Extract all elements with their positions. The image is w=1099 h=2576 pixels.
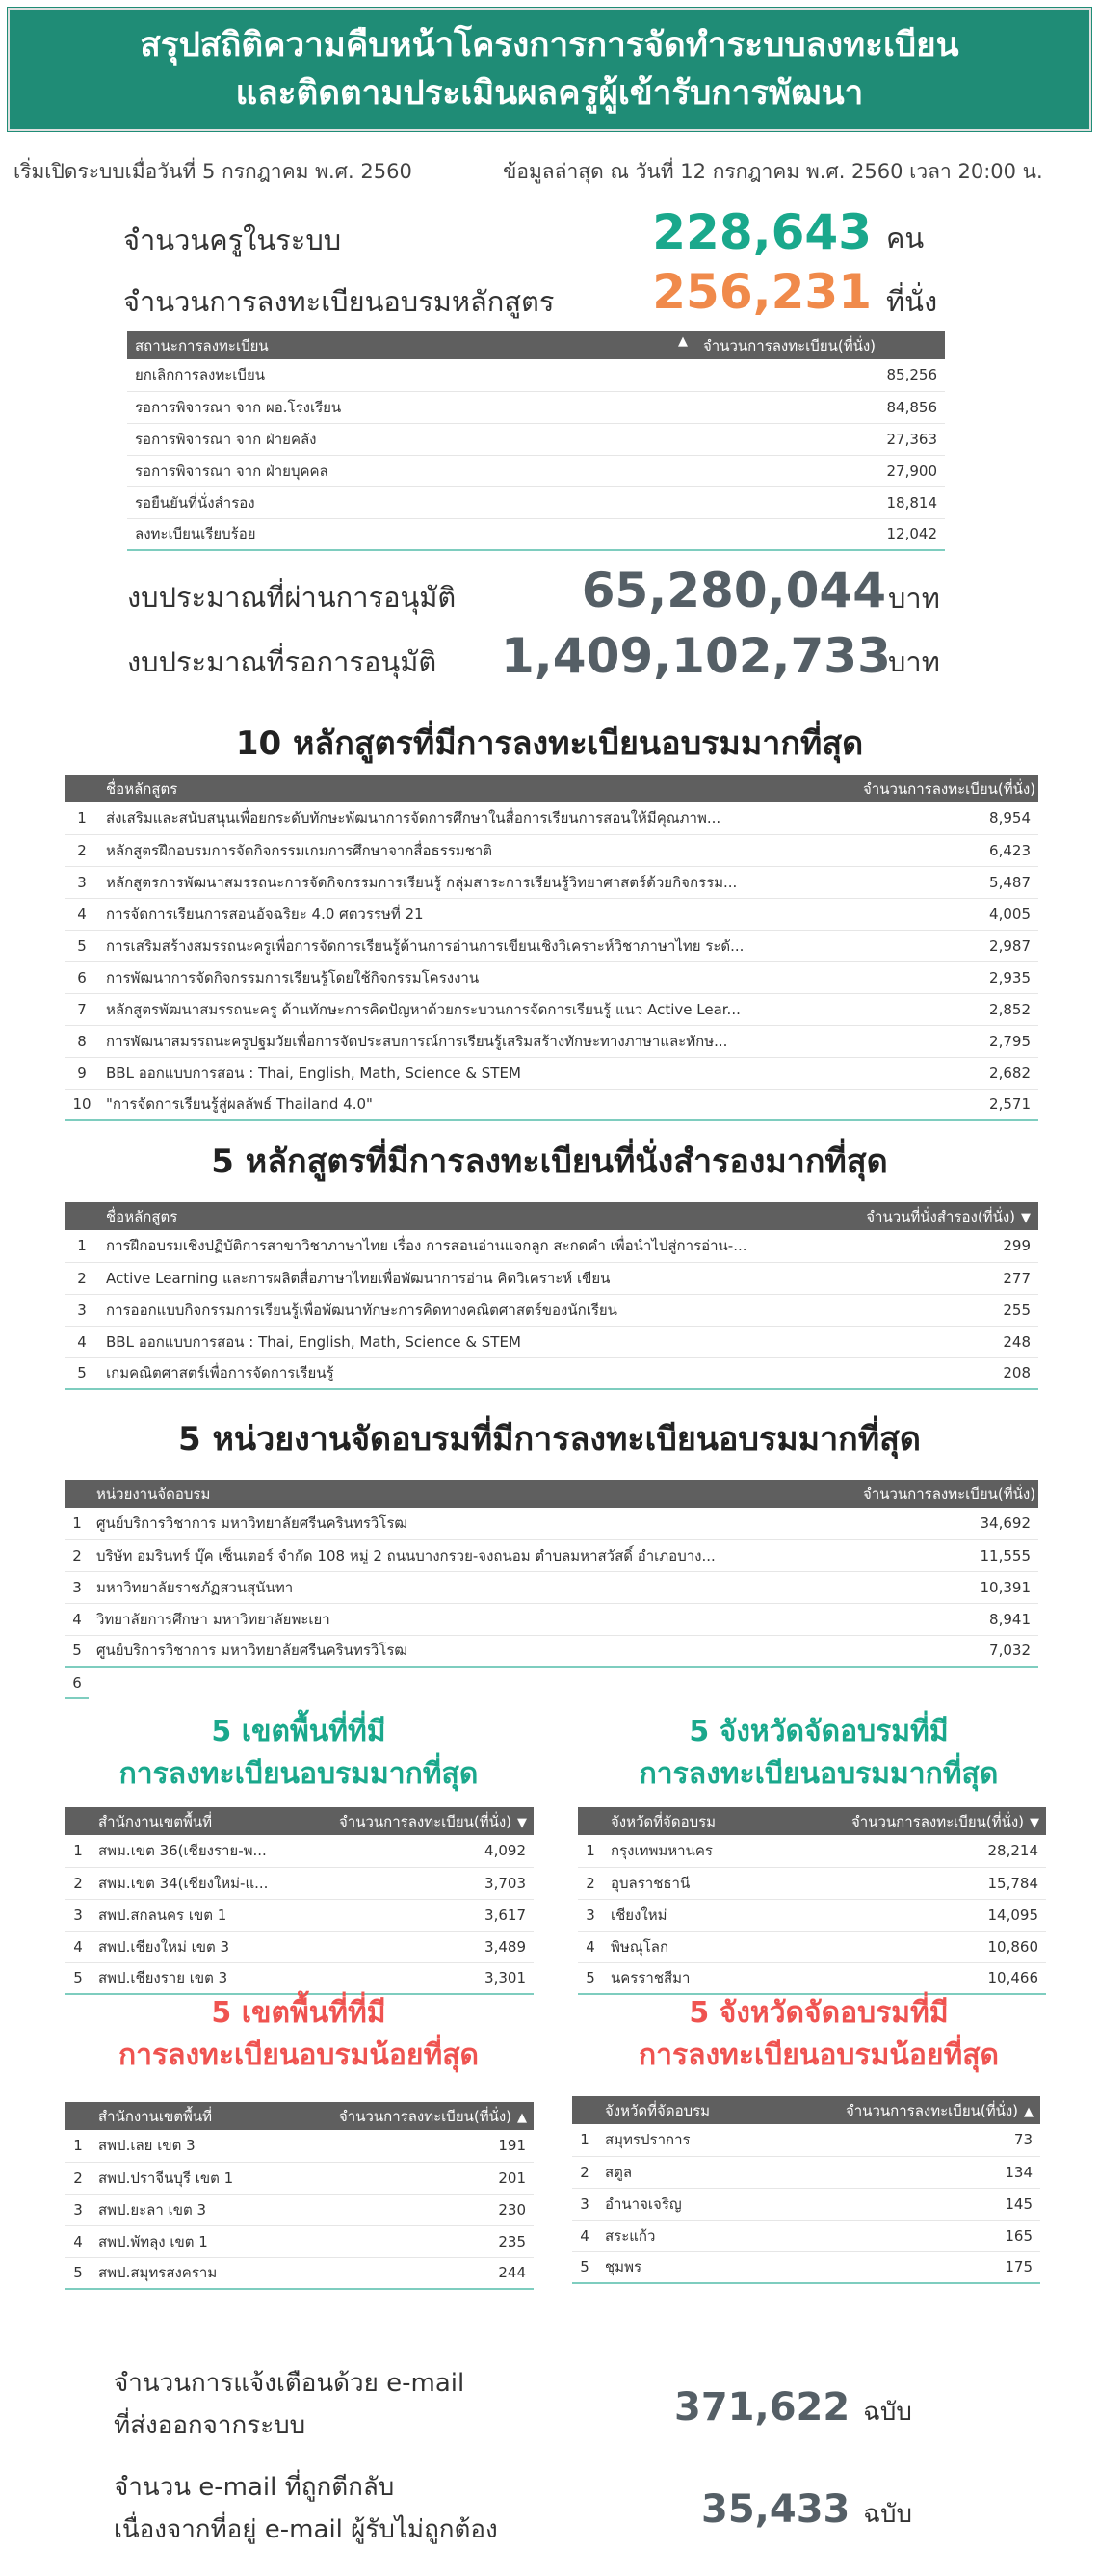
course-name: BBL ออกแบบการสอน : Thai, English, Math, Science & STEM xyxy=(98,1326,855,1357)
org-name: วิทยาลัยการศึกษา มหาวิทยาลัยพะเยา xyxy=(89,1603,855,1635)
province-name: กรุงเทพมหานคร xyxy=(603,1835,844,1867)
course-count: 5,487 xyxy=(855,866,1038,898)
count-col-header[interactable]: จำนวนการลงทะเบียน(ที่นั่ง) ▼ xyxy=(844,1807,1046,1835)
status-name: ลงทะเบียนเรียบร้อย xyxy=(127,518,695,550)
area-name: สพป.เชียงราย เขต 3 xyxy=(91,1962,331,1994)
province-name: สตูล xyxy=(597,2156,838,2188)
course-name: หลักสูตรฝึกอบรมการจัดกิจกรรมเกมการศึกษาจากสื่อธรรมชาติ xyxy=(98,834,855,866)
table-row[interactable] xyxy=(65,802,1038,834)
status-count: 18,814 xyxy=(695,486,945,518)
table-row[interactable] xyxy=(578,1867,1046,1899)
area-count: 3,301 xyxy=(331,1962,534,1994)
area-name: สพม.เขต 34(เชียงใหม่-แ... xyxy=(91,1867,331,1899)
rank: 3 xyxy=(65,866,98,898)
org-count: 7,032 xyxy=(855,1635,1038,1667)
table-row[interactable] xyxy=(578,1931,1046,1962)
pending-budget-unit: บาท xyxy=(888,645,940,678)
status-count: 27,900 xyxy=(695,455,945,486)
rank: 1 xyxy=(572,2124,597,2156)
top5-reserve-table xyxy=(65,1202,1038,1390)
area-count: 4,092 xyxy=(331,1835,534,1867)
sort-down-icon[interactable]: ▼ xyxy=(1021,1210,1031,1225)
course-name: การเสริมสร้างสมรรถนะครูเพื่อการจัดการเรียนรู้ด้านการอ่านการเขียนเชิงวิเคราะห์วิชาภาษาไทย ระดั... xyxy=(98,930,855,961)
org-count xyxy=(855,1667,1038,1698)
registrations-label: จำนวนการลงทะเบียนอบรมหลักสูตร xyxy=(123,285,555,318)
table-row[interactable] xyxy=(127,455,945,486)
course-name: การพัฒนาสมรรถนะครูปฐมวัยเพื่อการจัดประสบการณ์การเรียนรู้เสริมสร้างทักษะทางภาษาและทักษ... xyxy=(98,1025,855,1057)
sort-up-icon[interactable]: ▲ xyxy=(517,2110,528,2125)
pending-budget-value: 1,409,102,733 xyxy=(501,628,891,684)
province-name: สระแก้ว xyxy=(597,2220,838,2251)
rank: 1 xyxy=(65,1508,89,1539)
area-col-header[interactable]: สำนักงานเขตพื้นที่ xyxy=(91,2102,331,2130)
email-sent-value: 371,622 ฉบับ xyxy=(674,2385,912,2430)
banner-title-line1: สรุปสถิติความคืบหน้าโครงการการจัดทำระบบลงทะเบียน xyxy=(140,26,959,65)
registrations-unit: ที่นั่ง xyxy=(886,285,938,318)
approved-budget-label: งบประมาณที่ผ่านการอนุมัติ xyxy=(127,581,457,614)
table-row[interactable] xyxy=(572,2156,1040,2188)
table-row[interactable] xyxy=(65,1230,1038,1262)
table-row[interactable] xyxy=(65,1326,1038,1357)
table-row[interactable] xyxy=(572,2188,1040,2220)
rank: 2 xyxy=(65,834,98,866)
area-count: 3,703 xyxy=(331,1867,534,1899)
table-row[interactable] xyxy=(65,2257,534,2289)
count-col-header[interactable]: จำนวนการลงทะเบียน(ที่นั่ง) xyxy=(695,331,945,359)
table-row[interactable] xyxy=(578,1962,1046,1994)
table-row[interactable] xyxy=(65,2194,534,2225)
org-count: 34,692 xyxy=(855,1508,1038,1539)
province-count: 165 xyxy=(838,2220,1040,2251)
course-name: "การจัดการเรียนรู้สู่ผลลัพธ์ Thailand 4.0" xyxy=(98,1089,855,1120)
org-count: 11,555 xyxy=(855,1539,1038,1571)
sort-up-icon[interactable]: ▲ xyxy=(1024,2104,1034,2119)
reserve-count: 277 xyxy=(855,1262,1038,1294)
province-least-title: 5 จังหวัดจัดอบรมที่มี การลงทะเบียนอบรมน้อยที่สุด xyxy=(638,1996,1000,2072)
province-least-table xyxy=(572,2096,1040,2284)
status-count: 84,856 xyxy=(695,391,945,423)
count-col-header[interactable]: จำนวนการลงทะเบียน(ที่นั่ง) ▲ xyxy=(838,2096,1040,2124)
rank: 2 xyxy=(572,2156,597,2188)
org-name: ศูนย์บริการวิชาการ มหาวิทยาลัยศรีนครินทรวิโรฒ xyxy=(89,1635,855,1667)
table-row[interactable] xyxy=(65,1962,534,1994)
area-name: สพป.ปราจีนบุรี เขต 1 xyxy=(91,2162,331,2194)
table-row[interactable] xyxy=(127,486,945,518)
status-count: 85,256 xyxy=(695,359,945,391)
table-row[interactable] xyxy=(65,993,1038,1025)
area-least-header xyxy=(65,2102,534,2130)
status-col-header[interactable]: สถานะการลงทะเบียน ▲ xyxy=(127,331,695,359)
status-count: 12,042 xyxy=(695,518,945,550)
course-count: 2,682 xyxy=(855,1057,1038,1089)
rank: 4 xyxy=(65,1326,98,1357)
rank: 2 xyxy=(65,2162,91,2194)
rank: 3 xyxy=(572,2188,597,2220)
area-most-table xyxy=(65,1807,534,1995)
province-name: เชียงใหม่ xyxy=(603,1899,844,1931)
top5-org-title: 5 หน่วยงานจัดอบรมที่มีการลงทะเบียนอบรมมากที่สุด xyxy=(177,1420,922,1459)
table-row[interactable] xyxy=(65,1089,1038,1120)
table-row[interactable] xyxy=(65,1571,1038,1603)
table-row[interactable] xyxy=(65,1025,1038,1057)
area-name: สพป.สมุทรสงคราม xyxy=(91,2257,331,2289)
rank: 9 xyxy=(65,1057,98,1089)
rank: 4 xyxy=(572,2220,597,2251)
org-count: 8,941 xyxy=(855,1603,1038,1635)
area-name: สพป.เลย เขต 3 xyxy=(91,2130,331,2162)
rank: 2 xyxy=(65,1539,89,1571)
rank: 2 xyxy=(65,1867,91,1899)
province-col-header[interactable]: จังหวัดที่จัดอบรม xyxy=(597,2096,838,2124)
province-most-title: 5 จังหวัดจัดอบรมที่มี การลงทะเบียนอบรมมากที่สุด xyxy=(639,1715,999,1791)
rank: 5 xyxy=(65,1635,89,1667)
table-row[interactable] xyxy=(572,2124,1040,2156)
province-name: พิษณุโลก xyxy=(603,1931,844,1962)
table-row[interactable] xyxy=(65,1635,1038,1667)
reserve-count: 299 xyxy=(855,1230,1038,1262)
province-count: 14,095 xyxy=(844,1899,1046,1931)
rank: 1 xyxy=(65,802,98,834)
count-col-header[interactable]: จำนวนการลงทะเบียน(ที่นั่ง) ▼ xyxy=(331,1807,534,1835)
rank: 3 xyxy=(65,1899,91,1931)
table-row[interactable] xyxy=(127,359,945,391)
province-count: 134 xyxy=(838,2156,1040,2188)
rank: 4 xyxy=(578,1931,603,1962)
email-bounce-label: จำนวน e-mail ที่ถูกตีกลับ เนื่องจากที่อยู่ e-mail ผู้รับไม่ถูกต้อง xyxy=(114,2473,498,2544)
table-row[interactable] xyxy=(127,391,945,423)
course-name: หลักสูตรการพัฒนาสมรรถนะการจัดกิจกรรมการเรียนรู้ กลุ่มสาระการเรียนรู้วิทยาศาสตร์ด้วยกิจกรรม... xyxy=(98,866,855,898)
reserve-col-header[interactable]: จำนวนที่นั่งสำรอง(ที่นั่ง) ▼ xyxy=(855,1202,1038,1230)
table-row[interactable] xyxy=(65,1899,534,1931)
course-col-header[interactable]: ชื่อหลักสูตร xyxy=(98,775,855,802)
table-row[interactable] xyxy=(65,930,1038,961)
course-name: หลักสูตรพัฒนาสมรรถนะครู ด้านทักษะการคิดปัญหาด้วยกระบวนการจัดการเรียนรู้ แนว Active Lear... xyxy=(98,993,855,1025)
course-name: การออกแบบกิจกรรมการเรียนรู้เพื่อพัฒนาทักษะการคิดทางคณิตศาสตร์ของนักเรียน xyxy=(98,1294,855,1326)
org-name: มหาวิทยาลัยราชภัฏสวนสุนันทา xyxy=(89,1571,855,1603)
sort-up-icon[interactable]: ▲ xyxy=(678,333,688,349)
pending-budget-label: งบประมาณที่รอการอนุมัติ xyxy=(127,645,437,678)
org-col-header[interactable]: หน่วยงานจัดอบรม xyxy=(89,1480,855,1508)
table-row[interactable] xyxy=(65,1667,1038,1698)
table-row[interactable] xyxy=(65,898,1038,930)
rank: 1 xyxy=(65,1230,98,1262)
org-count: 10,391 xyxy=(855,1571,1038,1603)
area-count: 3,489 xyxy=(331,1931,534,1962)
status-name: รอการพิจารณา จาก ฝ่ายคลัง xyxy=(127,423,695,455)
province-name: นครราชสีมา xyxy=(603,1962,844,1994)
course-col-header[interactable]: ชื่อหลักสูตร xyxy=(98,1202,855,1230)
rank: 5 xyxy=(578,1962,603,1994)
rank: 3 xyxy=(578,1899,603,1931)
course-count: 2,852 xyxy=(855,993,1038,1025)
province-count: 15,784 xyxy=(844,1867,1046,1899)
email-sent-unit: ฉบับ xyxy=(863,2398,912,2427)
teachers-value: 228,643 xyxy=(652,204,872,260)
table-row[interactable] xyxy=(578,1835,1046,1867)
rank: 6 xyxy=(65,1667,89,1698)
org-table-header xyxy=(65,1480,1038,1508)
rank: 3 xyxy=(65,1571,89,1603)
course-count: 2,795 xyxy=(855,1025,1038,1057)
reserve-count: 255 xyxy=(855,1294,1038,1326)
org-name xyxy=(89,1667,855,1698)
course-name: Active Learning และการผลิตสื่อภาษาไทยเพื่อพัฒนาการอ่าน คิดวิเคราะห์ เขียน xyxy=(98,1262,855,1294)
table-row[interactable] xyxy=(578,1899,1046,1931)
email-bounce-value: 35,433 ฉบับ xyxy=(701,2487,913,2532)
course-count: 8,954 xyxy=(855,802,1038,834)
table-row[interactable] xyxy=(65,1835,534,1867)
province-least-header xyxy=(572,2096,1040,2124)
area-col-header[interactable]: สำนักงานเขตพื้นที่ xyxy=(91,1807,331,1835)
area-count: 230 xyxy=(331,2194,534,2225)
rank: 4 xyxy=(65,898,98,930)
area-name: สพป.พัทลุง เขต 1 xyxy=(91,2225,331,2257)
area-least-table xyxy=(65,2102,534,2290)
table-row[interactable] xyxy=(65,2130,534,2162)
top10-courses-title: 10 หลักสูตรที่มีการลงทะเบียนอบรมมากที่สุด xyxy=(235,724,864,763)
area-count: 201 xyxy=(331,2162,534,2194)
status-name: รอการพิจารณา จาก ผอ.โรงเรียน xyxy=(127,391,695,423)
rank: 7 xyxy=(65,993,98,1025)
sort-down-icon[interactable]: ▼ xyxy=(1030,1815,1040,1830)
sort-down-icon[interactable]: ▼ xyxy=(1041,1487,1052,1503)
sort-down-icon[interactable]: ▼ xyxy=(1041,782,1052,798)
course-name: การพัฒนาการจัดกิจกรรมการเรียนรู้โดยใช้กิจกรรมโครงงาน xyxy=(98,961,855,993)
rank: 1 xyxy=(65,1835,91,1867)
province-name: อำนาจเจริญ xyxy=(597,2188,838,2220)
count-col-header[interactable]: จำนวนการลงทะเบียน(ที่นั่ง) ▼ xyxy=(855,775,1038,802)
province-col-header[interactable]: จังหวัดที่จัดอบรม xyxy=(603,1807,844,1835)
approved-budget-value: 65,280,044 xyxy=(581,563,886,618)
course-name: BBL ออกแบบการสอน : Thai, English, Math, Science & STEM xyxy=(98,1057,855,1089)
rank: 2 xyxy=(578,1867,603,1899)
province-name: อุบลราชธานี xyxy=(603,1867,844,1899)
course-count: 2,987 xyxy=(855,930,1038,961)
table-row[interactable] xyxy=(127,423,945,455)
status-name: ยกเลิกการลงทะเบียน xyxy=(127,359,695,391)
rank: 3 xyxy=(65,1294,98,1326)
email-sent-label: จำนวนการแจ้งเตือนด้วย e-mail ที่ส่งออกจากระบบ xyxy=(114,2369,465,2440)
top5-reserve-title: 5 หลักสูตรที่มีการลงทะเบียนที่นั่งสำรองมากที่สุด xyxy=(211,1143,888,1181)
teachers-label: จำนวนครูในระบบ xyxy=(123,223,342,256)
table-row[interactable] xyxy=(65,1539,1038,1571)
table-row[interactable] xyxy=(65,2225,534,2257)
table-row[interactable] xyxy=(65,1867,534,1899)
table-row[interactable] xyxy=(65,1603,1038,1635)
count-col-header[interactable]: จำนวนการลงทะเบียน(ที่นั่ง) ▲ xyxy=(331,2102,534,2130)
area-most-title: 5 เขตพื้นที่ที่มี การลงทะเบียนอบรมมากที่สุด xyxy=(118,1715,479,1791)
top10-table-header xyxy=(65,775,1038,802)
course-count: 2,935 xyxy=(855,961,1038,993)
rank: 4 xyxy=(65,1603,89,1635)
area-count: 3,617 xyxy=(331,1899,534,1931)
email-bounce-unit: ฉบับ xyxy=(863,2500,913,2529)
rank: 5 xyxy=(572,2251,597,2283)
area-name: สพป.สกลนคร เขต 1 xyxy=(91,1899,331,1931)
table-row[interactable] xyxy=(572,2251,1040,2283)
province-count: 10,466 xyxy=(844,1962,1046,1994)
table-row[interactable] xyxy=(572,2220,1040,2251)
rank: 1 xyxy=(65,2130,91,2162)
top10-courses-table xyxy=(65,775,1052,1121)
reserve-count: 248 xyxy=(855,1326,1038,1357)
course-name: ส่งเสริมและสนับสนุนเพื่อยกระดับทักษะพัฒนาการจัดการศึกษาในสื่อการเรียนการสอนให้มีคุณภาพ... xyxy=(98,802,855,834)
area-name: สพป.เชียงใหม่ เขต 3 xyxy=(91,1931,331,1962)
province-name: ชุมพร xyxy=(597,2251,838,2283)
course-count: 6,423 xyxy=(855,834,1038,866)
rank: 5 xyxy=(65,2257,91,2289)
table-row[interactable] xyxy=(65,1262,1038,1294)
course-count: 2,571 xyxy=(855,1089,1038,1120)
table-row[interactable] xyxy=(127,518,945,550)
area-count: 235 xyxy=(331,2225,534,2257)
status-table xyxy=(127,331,945,551)
table-row[interactable] xyxy=(65,866,1038,898)
rank: 4 xyxy=(65,1931,91,1962)
province-count: 73 xyxy=(838,2124,1040,2156)
rank: 6 xyxy=(65,961,98,993)
area-name: สพป.ยะลา เขต 3 xyxy=(91,2194,331,2225)
rank: 5 xyxy=(65,930,98,961)
org-name: บริษัท อมรินทร์ บุ๊ค เซ็นเตอร์ จำกัด 108 หมู่ 2 ถนนบางกรวย-จงถนอม ตำบลมหาสวัสดิ์ อำเภอบาง... xyxy=(89,1539,855,1571)
status-count: 27,363 xyxy=(695,423,945,455)
area-count: 244 xyxy=(331,2257,534,2289)
rank: 1 xyxy=(578,1835,603,1867)
course-name: เกมคณิตศาสตร์เพื่อการจัดการเรียนรู้ xyxy=(98,1357,855,1389)
area-least-title: 5 เขตพื้นที่ที่มี การลงทะเบียนอบรมน้อยที่สุด xyxy=(118,1996,480,2072)
org-name: ศูนย์บริการวิชาการ มหาวิทยาลัยศรีนครินทรวิโรฒ xyxy=(89,1508,855,1539)
rank: 10 xyxy=(65,1089,98,1120)
area-count: 191 xyxy=(331,2130,534,2162)
page-banner xyxy=(8,8,1091,131)
banner-title-line2: และติดตามประเมินผลครูผู้เข้ารับการพัฒนา xyxy=(235,74,864,113)
rank: 4 xyxy=(65,2225,91,2257)
registrations-value: 256,231 xyxy=(652,264,872,320)
table-row[interactable] xyxy=(65,1294,1038,1326)
rank: 2 xyxy=(65,1262,98,1294)
table-row[interactable] xyxy=(65,1057,1038,1089)
table-row[interactable] xyxy=(65,1508,1038,1539)
area-name: สพม.เขต 36(เชียงราย-พ... xyxy=(91,1835,331,1867)
rank: 8 xyxy=(65,1025,98,1057)
province-count: 175 xyxy=(838,2251,1040,2283)
province-count: 145 xyxy=(838,2188,1040,2220)
last-update-date: ข้อมูลล่าสุด ณ วันที่ 12 กรกฎาคม พ.ศ. 2560 เวลา 20:00 น. xyxy=(503,160,1043,183)
table-row[interactable] xyxy=(65,1357,1038,1389)
province-most-header xyxy=(578,1807,1046,1835)
status-name: รอการพิจารณา จาก ฝ่ายบุคคล xyxy=(127,455,695,486)
province-count: 28,214 xyxy=(844,1835,1046,1867)
rank: 5 xyxy=(65,1357,98,1389)
system-start-date: เริ่มเปิดระบบเมื่อวันที่ 5 กรกฎาคม พ.ศ. 2560 xyxy=(13,160,412,183)
count-col-header[interactable]: จำนวนการลงทะเบียน(ที่นั่ง) ▼ xyxy=(855,1480,1038,1508)
province-name: สมุทรปราการ xyxy=(597,2124,838,2156)
sort-down-icon[interactable]: ▼ xyxy=(517,1815,528,1830)
rank: 3 xyxy=(65,2194,91,2225)
table-row[interactable] xyxy=(65,1931,534,1962)
course-name: การฝึกอบรมเชิงปฏิบัติการสาขาวิชาภาษาไทย เรื่อง การสอนอ่านแจกลูก สะกดคำ เพื่อนำไปสู่การอ่าน-... xyxy=(98,1230,855,1262)
table-row[interactable] xyxy=(65,834,1038,866)
table-row[interactable] xyxy=(65,961,1038,993)
teachers-unit: คน xyxy=(886,222,925,254)
approved-budget-unit: บาท xyxy=(888,582,940,615)
rank: 5 xyxy=(65,1962,91,1994)
course-name: การจัดการเรียนการสอนอัจฉริยะ 4.0 ศตวรรษที่ 21 xyxy=(98,898,855,930)
province-most-table xyxy=(578,1807,1046,1995)
area-most-header xyxy=(65,1807,534,1835)
top5-org-table xyxy=(65,1480,1052,1699)
status-table-header xyxy=(127,331,945,359)
reserve-count: 208 xyxy=(855,1357,1038,1389)
status-name: รอยืนยันที่นั่งสำรอง xyxy=(127,486,695,518)
reserve-table-header xyxy=(65,1202,1038,1230)
table-row[interactable] xyxy=(65,2162,534,2194)
province-count: 10,860 xyxy=(844,1931,1046,1962)
course-count: 4,005 xyxy=(855,898,1038,930)
